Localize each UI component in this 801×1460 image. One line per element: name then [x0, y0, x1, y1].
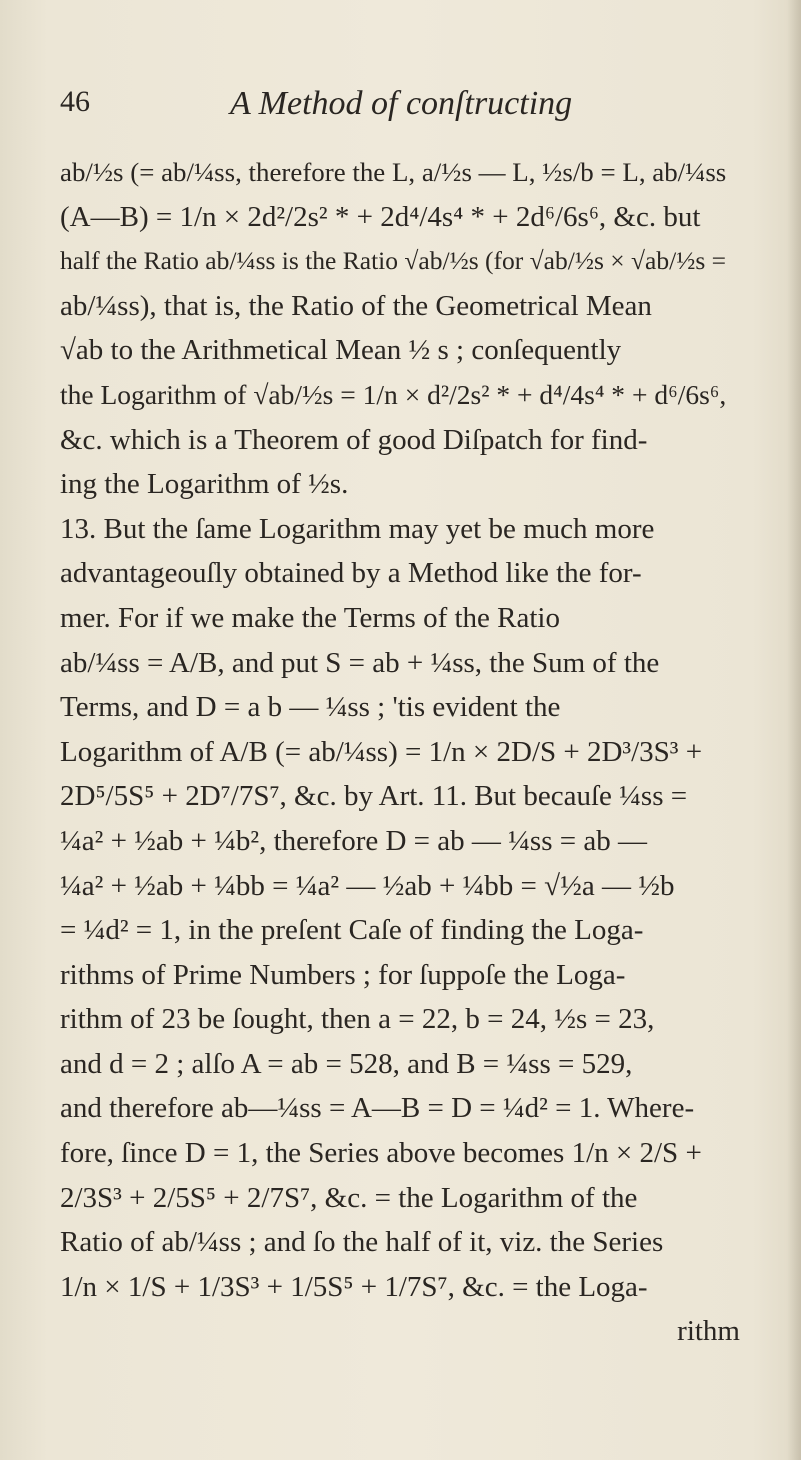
text-line: rithms of Prime Numbers ; for ſuppoſe the Loga-	[60, 958, 626, 991]
page-header	[60, 85, 741, 125]
text-line: ¼a² + ½ab + ¼bb = ¼a² — ½ab + ¼bb = √½a — ½b	[60, 869, 675, 902]
text-line: and d = 2 ; alſo A = ab = 528, and B = ¼ss = 529,	[60, 1047, 633, 1080]
text-line: Ratio of ab/¼ss ; and ſo the half of it, viz. the Series	[60, 1226, 664, 1259]
text-line: advantageouſly obtained by a Method like the for-	[60, 557, 642, 590]
text-line: 2/3S³ + 2/5S⁵ + 2/7S⁷, &c. = the Logarithm of the	[60, 1181, 638, 1214]
text-line: 13. But the ſame Logarithm may yet be much more	[60, 512, 655, 545]
text-line: rithm of 23 be ſought, then a = 22, b = 24, ½s = 23,	[60, 1003, 655, 1036]
text-line: 2D⁵/5S⁵ + 2D⁷/7S⁷, &c. by Art. 11. But becauſe ¼ss =	[60, 780, 688, 813]
text-line: mer. For if we make the Terms of the Ratio	[60, 601, 560, 634]
text-line: and therefore ab—¼ss = A—B = D = ¼d² = 1. Where-	[60, 1092, 695, 1125]
text-line: ¼a² + ½ab + ¼b², therefore D = ab — ¼ss = ab —	[60, 824, 647, 857]
text-line: ab/½s (= ab/¼ss, therefore the L, a/½s — L, ½s/b = L, ab/¼ss	[60, 157, 727, 187]
text-line: Logarithm of A/B (= ab/¼ss) = 1/n × 2D/S + 2D³/3S³ +	[60, 735, 703, 768]
text-line: Terms, and D = a b — ¼ss ; 'tis evident the	[60, 691, 561, 724]
text-line: the Logarithm of √ab/½s = 1/n × d²/2s² * + d⁴/4s⁴ * + d⁶/6s⁶,	[60, 378, 727, 410]
text-line: = ¼d² = 1, in the preſent Caſe of finding the Loga-	[60, 914, 644, 947]
page-number: 46	[60, 85, 90, 118]
text-line: &c. which is a Theorem of good Diſpatch for find-	[60, 423, 648, 456]
text-line: half the Ratio ab/¼ss is the Ratio √ab/½s (for √ab/½s × √ab/½s =	[60, 246, 727, 276]
text-line: (A—B) = 1/n × 2d²/2s² * + 2d⁴/4s⁴ * + 2d⁶/6s⁶, &c. but	[60, 200, 701, 233]
running-title: A Method of conſtructing	[230, 85, 573, 122]
catchword: rithm	[677, 1315, 740, 1348]
text-line: ab/¼ss), that is, the Ratio of the Geometrical Mean	[60, 289, 652, 322]
body-text	[60, 150, 740, 1354]
text-line: ing the Logarithm of ½s.	[60, 468, 349, 501]
text-line: ab/¼ss = A/B, and put S = ab + ¼ss, the Sum of the	[60, 646, 660, 679]
page-edge-shadow	[787, 0, 801, 1460]
text-line: fore, ſince D = 1, the Series above becomes 1/n × 2/S +	[60, 1137, 702, 1170]
text-line: 1/n × 1/S + 1/3S³ + 1/5S⁵ + 1/7S⁷, &c. = the Loga-	[60, 1270, 648, 1303]
text-line: √ab to the Arithmetical Mean ½ s ; conſequently	[60, 334, 622, 367]
